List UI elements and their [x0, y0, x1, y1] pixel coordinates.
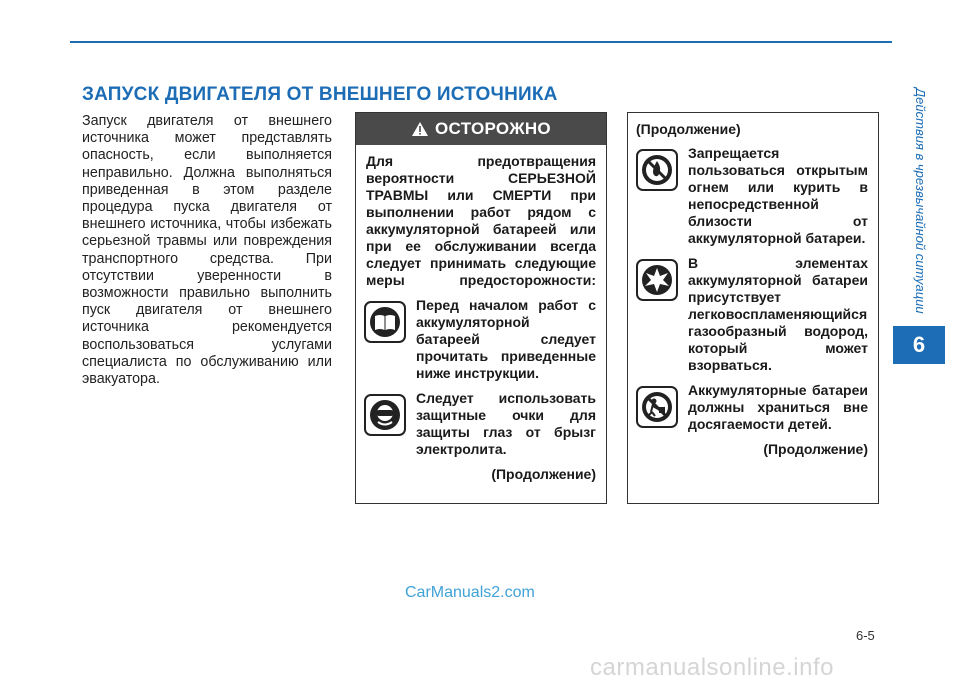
continued-top-label: (Продолжение) [636, 121, 741, 137]
warning-header [356, 113, 606, 145]
chapter-sidebar-text: Действия в чрезвычайной ситуации [913, 88, 928, 314]
warning-header-label: ОСТОРОЖНО [435, 119, 551, 138]
explosion-icon [636, 259, 678, 301]
page-number: 6-5 [856, 628, 875, 643]
chapter-badge: 6 [893, 326, 945, 364]
continued-label: (Продолжение) [763, 441, 868, 457]
intro-paragraph: Запуск двигателя от внешнего источника может представлять опасность, если выполняется неправильно. Должна выполняться приведенная в этом разделе процедура пуска двигателя от внешнего источника, чтобы избежать серьезной травмы или повреждения транспортного средства. При отсутствии уверенности в возможности правильно выполнить пуск двигателя от внешнего источника рекомендуется воспользоваться услугами специалиста по обслуживанию или эвакуатора. [82, 113, 332, 388]
no-fire-icon [636, 149, 678, 191]
continuation-box [627, 112, 879, 504]
warning-triangle-icon [411, 121, 429, 137]
watermark-carmanuals2: CarManuals2.com [405, 584, 535, 601]
continuation-item [636, 255, 868, 374]
continuation-item-text: В элементах аккумуляторной батареи присутствует легковоспламеняющийся газообразный водород, который может взорваться. [688, 255, 868, 373]
warning-item [364, 390, 596, 458]
page-title: ЗАПУСК ДВИГАТЕЛЯ ОТ ВНЕШНЕГО ИСТОЧНИКА [82, 84, 558, 105]
book-icon [364, 301, 406, 343]
warning-lead: Для предотвращения вероятности СЕРЬЕЗНОЙ ТРАВМЫ или СМЕРТИ при выполнении работ рядом с аккумуляторной батареей или при ее обслуживании всегда следует принимать следующие меры предосторожности: [366, 153, 596, 288]
warning-item [364, 297, 596, 382]
keep-away-children-icon [636, 386, 678, 428]
warning-item-text: Следует использовать защитные очки для защиты глаз от брызг электролита. [416, 390, 596, 457]
warning-box [355, 112, 607, 504]
continuation-item-text: Аккумуляторные батареи должны храниться вне досягаемости детей. [688, 382, 868, 432]
top-rule [70, 41, 892, 43]
continued-label: (Продолжение) [491, 466, 596, 482]
continuation-item-text: Запрещается пользоваться открытым огнем или курить в непосредственной близости от аккумуляторной батареи. [688, 145, 868, 246]
continuation-item [636, 382, 868, 433]
continuation-item [636, 145, 868, 247]
goggles-icon [364, 394, 406, 436]
warning-item-text: Перед началом работ с аккумуляторной батареей следует прочитать приведенные ниже инструкции. [416, 297, 596, 381]
watermark-carmanualsonline: carmanualsonline.info [590, 654, 834, 681]
